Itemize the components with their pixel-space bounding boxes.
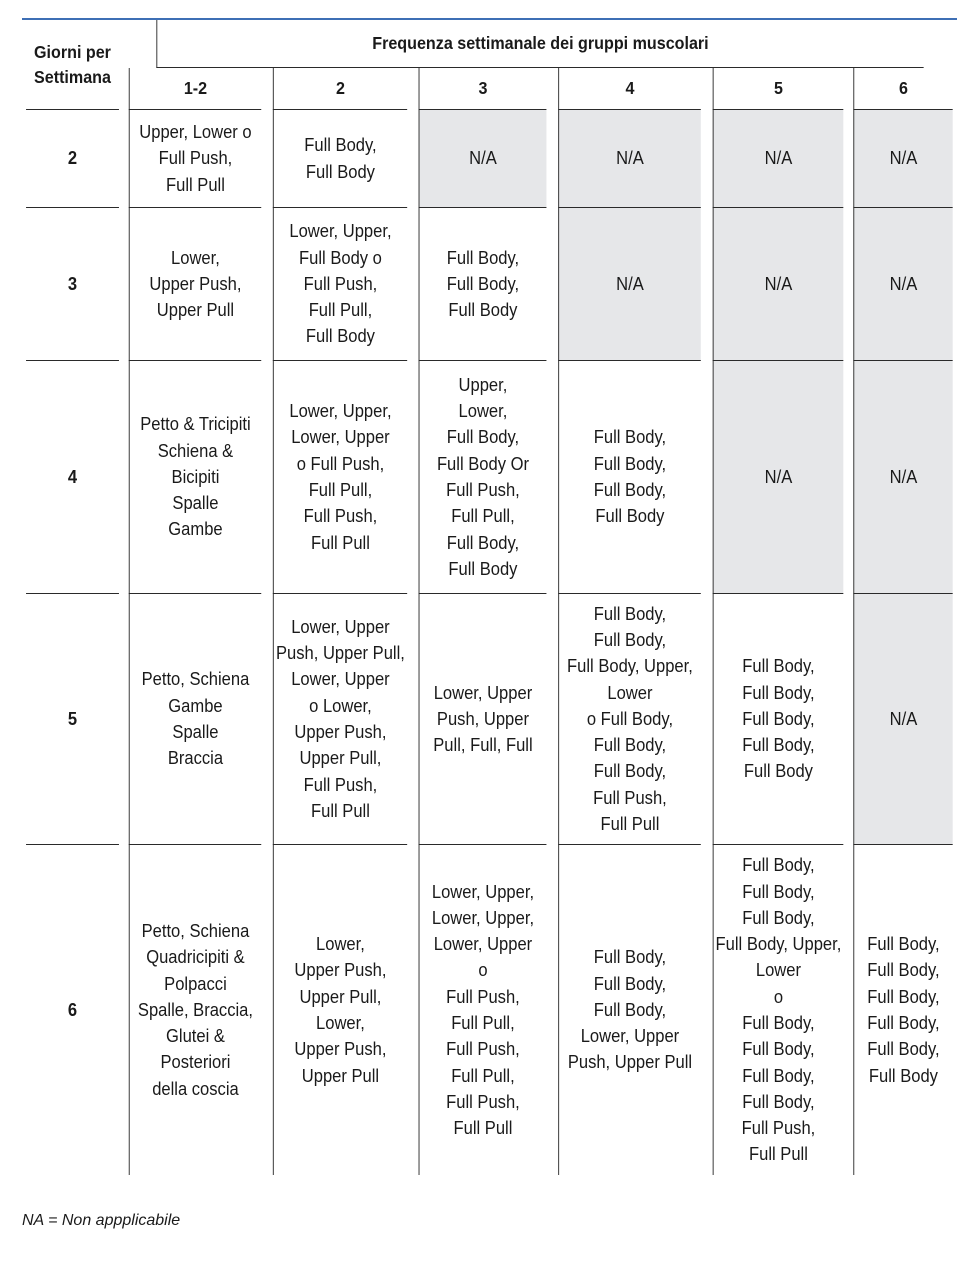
table-cell-na: N/A — [558, 110, 701, 208]
table-cell: Petto & Tricipiti Schiena & Bicipiti Spalle Gambe — [129, 361, 261, 594]
row-days-label: 3 — [26, 208, 119, 361]
table-cell-na: N/A — [558, 208, 701, 361]
column-header: 4 — [558, 68, 701, 110]
table-cell: Lower, Upper Push, Upper Pull, Lower, Upper o Lower, Upper Push, Upper Pull, Full Push, Full Pull — [273, 594, 407, 845]
table-cell: Full Body, Full Body — [273, 110, 407, 208]
column-header: 3 — [419, 68, 547, 110]
table-cell-na: N/A — [853, 361, 952, 594]
row-days-label: 4 — [26, 361, 119, 594]
table-cell-na: N/A — [853, 208, 952, 361]
column-header: 2 — [273, 68, 407, 110]
table-cell: Full Body, Full Body, Full Body, Full Body, Full Body — [713, 594, 844, 845]
column-header: 6 — [853, 68, 952, 110]
table-cell-na: N/A — [419, 110, 547, 208]
table-cell: Full Body, Full Body, Full Body — [419, 208, 547, 361]
table-cell-na: N/A — [853, 594, 952, 845]
table-cell: Petto, Schiena Gambe Spalle Braccia — [129, 594, 261, 845]
split-frequency-table — [22, 20, 957, 1175]
row-header-label: Giorni per Settimana — [26, 20, 119, 110]
table-cell: Lower, Upper, Full Body o Full Push, Full Pull, Full Body — [273, 208, 407, 361]
row-days-label: 5 — [26, 594, 119, 845]
table-cell: Lower, Upper Push, Upper Pull — [129, 208, 261, 361]
table-cell: Full Body, Full Body, Full Body, Lower, Upper Push, Upper Pull — [558, 845, 701, 1175]
table-cell: Upper, Lower, Full Body, Full Body Or Full Push, Full Pull, Full Body, Full Body — [419, 361, 547, 594]
column-header: 5 — [713, 68, 844, 110]
column-header: 1-2 — [129, 68, 261, 110]
table-cell: Full Body, Full Body, Full Body, Full Body, Upper, Lower o Full Body, Full Body, Full Body, Full Body, Full Push, Full Pull — [713, 845, 844, 1175]
row-days-label: 2 — [26, 110, 119, 208]
table-cell: Upper, Lower o Full Push, Full Pull — [129, 110, 261, 208]
table-cell: Full Body, Full Body, Full Body, Upper, Lower o Full Body, Full Body, Full Body, Full Push, Full Pull — [558, 594, 701, 845]
table-cell: Lower, Upper, Lower, Upper, Lower, Upper o Full Push, Full Pull, Full Push, Full Pull, Full Push, Full Pull — [419, 845, 547, 1175]
table-cell: Lower, Upper Push, Upper Pull, Full, Full — [419, 594, 547, 845]
footnote: NA = Non appplicabile — [22, 1212, 181, 1229]
row-days-label: 6 — [67, 999, 78, 1020]
table-cell: Lower, Upper, Lower, Upper o Full Push, Full Pull, Full Push, Full Pull — [273, 361, 407, 594]
table-cell-na: N/A — [713, 110, 844, 208]
table-cell: Full Body, Full Body, Full Body, Full Body, Full Body, Full Body — [853, 845, 952, 1175]
table-cell-na: N/A — [853, 110, 952, 208]
table-cell: Full Body, Full Body, Full Body, Full Body — [558, 361, 701, 594]
table-cell-na: N/A — [713, 208, 844, 361]
table-cell: Petto, Schiena Quadricipiti & Polpacci Spalle, Braccia, Glutei & Posteriori della coscia — [129, 845, 261, 1175]
frequency-title: Frequenza settimanale dei gruppi muscolari — [156, 20, 923, 68]
table-cell: Lower, Upper Push, Upper Pull, Lower, Upper Push, Upper Pull — [273, 845, 407, 1175]
table-cell-na: N/A — [713, 361, 844, 594]
